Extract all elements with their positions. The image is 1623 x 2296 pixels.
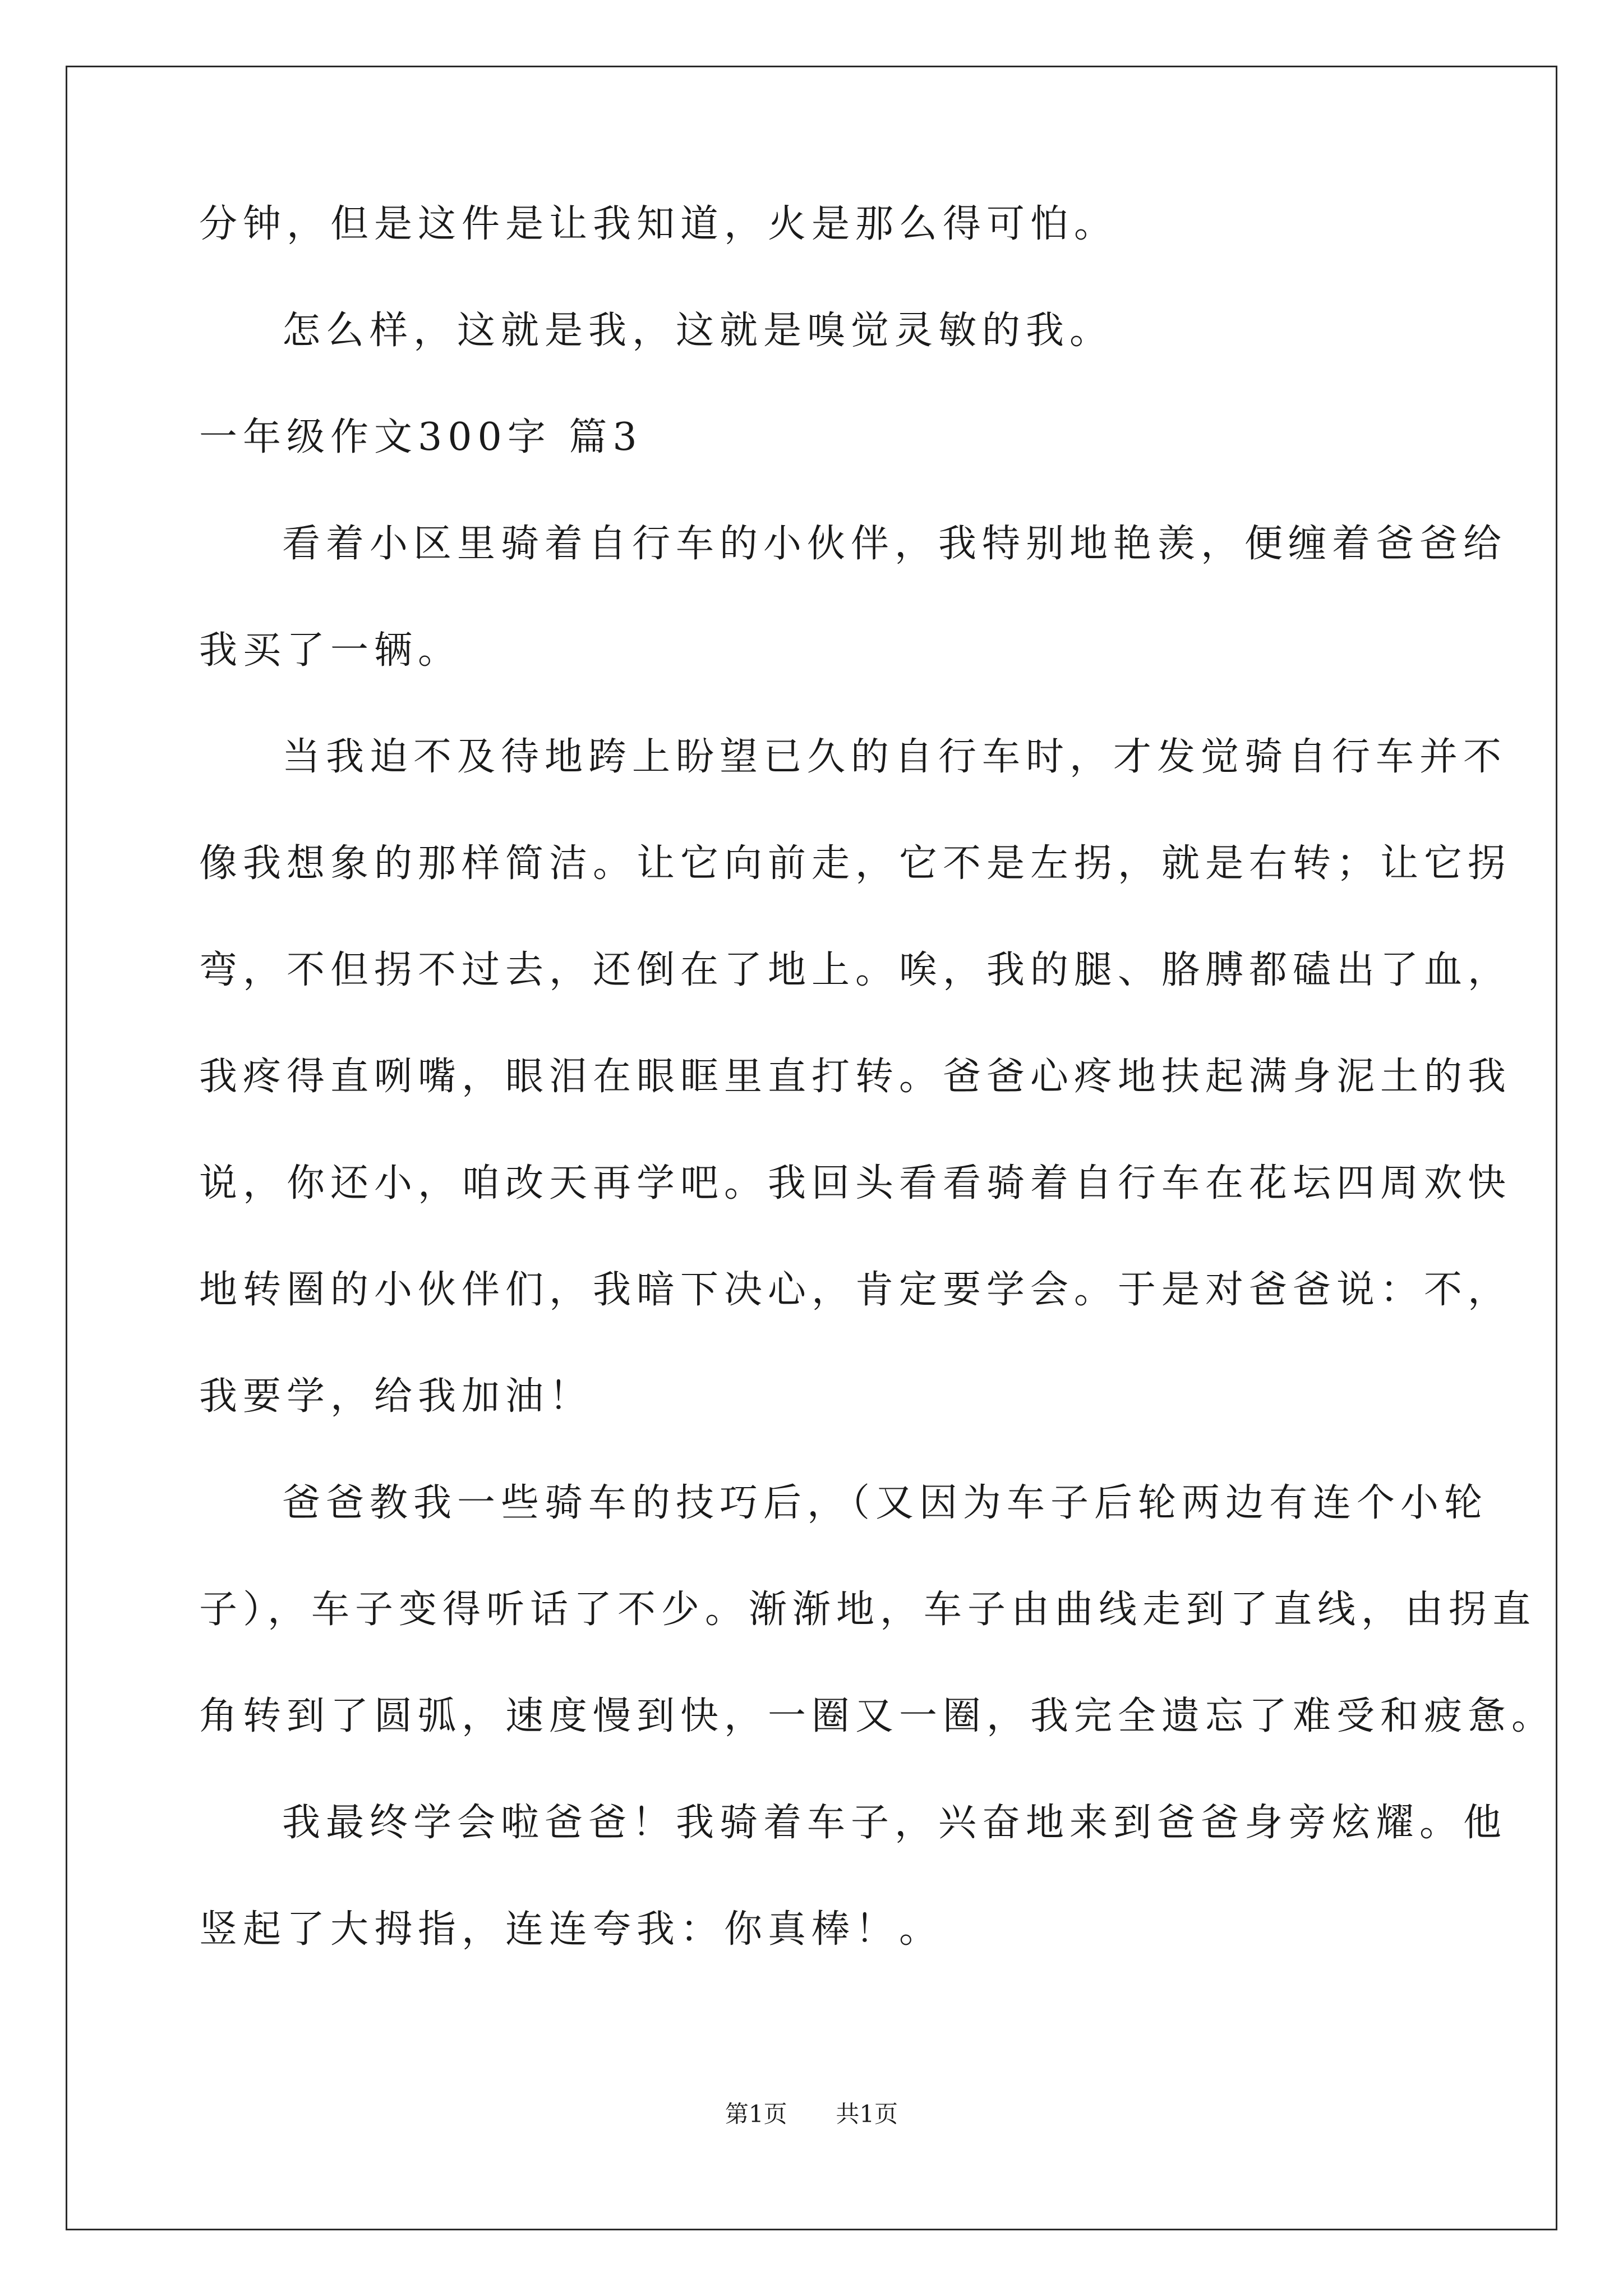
text-line: 分钟，但是这件是让我知道，火是那么得可怕。 [199, 202, 1118, 246]
paragraph: 爸爸教我一些骑车的技巧后，（又因为车子后轮两边有连个小轮 [282, 1481, 1488, 1525]
section-heading: 一年级作文300字 篇3 [199, 415, 643, 459]
text-line: 弯，不但拐不过去，还倒在了地上。唉，我的腿、胳膊都磕出了血， [199, 948, 1512, 992]
text-line: 说，你还小，咱改天再学吧。我回头看看骑着自行车在花坛四周欢快 [199, 1161, 1512, 1205]
total-pages: 共1页 [836, 2100, 898, 2128]
paragraph: 怎么样，这就是我，这就是嗅觉灵敏的我。 [282, 309, 1114, 353]
paragraph: 我最终学会啦爸爸！我骑着车子，兴奋地来到爸爸身旁炫耀。他 [282, 1801, 1507, 1845]
page-number: 第1页 [725, 2100, 787, 2128]
text-line: 我买了一辆。 [199, 628, 462, 673]
paragraph: 当我迫不及待地跨上盼望已久的自行车时，才发觉骑自行车并不 [282, 735, 1507, 779]
text-line: 我疼得直咧嘴，眼泪在眼眶里直打转。爸爸心疼地扶起满身泥土的我 [199, 1055, 1512, 1099]
text-line: 角转到了圆弧，速度慢到快，一圈又一圈，我完全遗忘了难受和疲惫。 [199, 1694, 1556, 1738]
text-line: 子），车子变得听话了不少。渐渐地，车子由曲线走到了直线，由拐直 [199, 1588, 1537, 1632]
paragraph: 看着小区里骑着自行车的小伙伴，我特别地艳羡，便缠着爸爸给 [282, 522, 1507, 566]
text-line: 我要学，给我加油！ [199, 1374, 593, 1419]
page-border [66, 66, 1557, 2230]
text-line: 地转圈的小伙伴们，我暗下决心，肯定要学会。于是对爸爸说：不， [199, 1268, 1512, 1312]
text-line: 像我想象的那样简洁。让它向前走，它不是左拐，就是右转；让它拐 [199, 841, 1512, 886]
text-line: 竖起了大拇指，连连夸我：你真棒！。 [199, 1907, 943, 1952]
page-footer [0, 2100, 1623, 2128]
